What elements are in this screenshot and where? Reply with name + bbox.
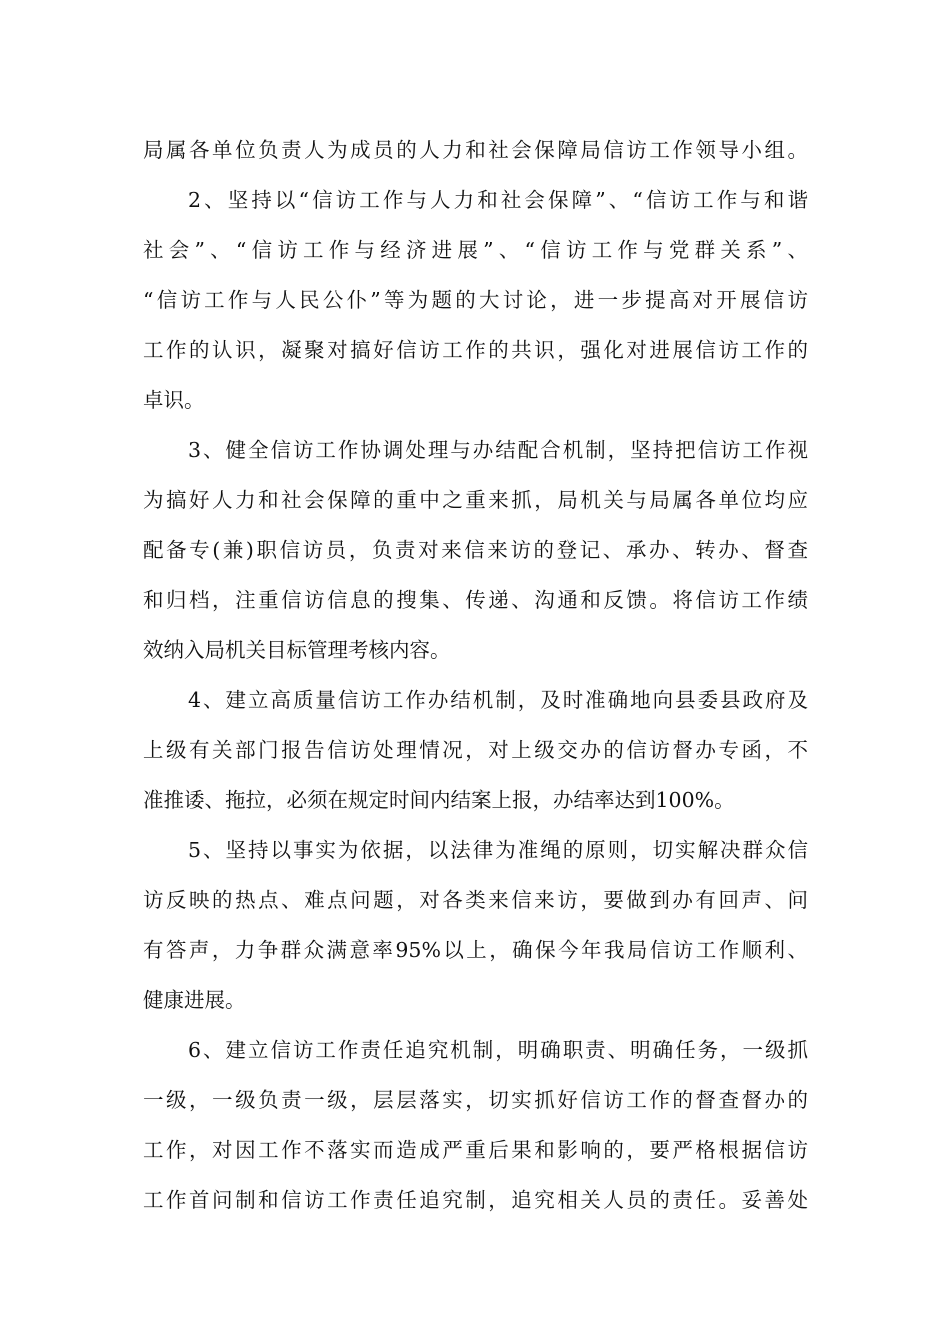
text-line: 工作首问制和信访工作责任追究制，追究相关人员的责任。妥善处 xyxy=(143,1188,808,1212)
text-line: 效纳入局机关目标管理考核内容。 xyxy=(143,638,451,662)
text-line: 准推诿、拖拉，必须在规定时间内结案上报，办结率达到100%。 xyxy=(143,788,735,812)
text-line: 社会”、“信访工作与经济进展”、“信访工作与党群关系”、 xyxy=(143,238,808,262)
text-line: 工作，对因工作不落实而造成严重后果和影响的，要严格根据信访 xyxy=(143,1138,808,1162)
text-line: 健康进展。 xyxy=(143,988,246,1012)
text-line: 访反映的热点、难点问题，对各类来信来访，要做到办有回声、问 xyxy=(143,888,808,912)
text-line: 配备专(兼)职信访员，负责对来信来访的登记、承办、转办、督查 xyxy=(143,538,808,562)
text-line: 一级，一级负责一级，层层落实，切实抓好信访工作的督查督办的 xyxy=(143,1088,808,1112)
text-line: 有答声，力争群众满意率95%以上，确保今年我局信访工作顺利、 xyxy=(143,938,808,962)
paragraph-5-first-line: 5、坚持以事实为依据，以法律为准绳的原则，切实解决群众信 xyxy=(188,838,808,862)
text-line: 卓识。 xyxy=(143,388,205,412)
paragraph-6-first-line: 6、建立信访工作责任追究机制，明确职责、明确任务，一级抓 xyxy=(188,1038,808,1062)
text-line: 工作的认识，凝聚对搞好信访工作的共识，强化对进展信访工作的 xyxy=(143,338,808,362)
text-line: 为搞好人力和社会保障的重中之重来抓，局机关与局属各单位均应 xyxy=(143,488,808,512)
paragraph-3-first-line: 3、健全信访工作协调处理与办结配合机制，坚持把信访工作视 xyxy=(188,438,808,462)
text-line: 局属各单位负责人为成员的人力和社会保障局信访工作领导小组。 xyxy=(143,138,808,162)
paragraph-4-first-line: 4、建立高质量信访工作办结机制，及时准确地向县委县政府及 xyxy=(188,688,808,712)
text-line: “信访工作与人民公仆”等为题的大讨论，进一步提高对开展信访 xyxy=(143,288,808,312)
text-line: 上级有关部门报告信访处理情况，对上级交办的信访督办专函，不 xyxy=(143,738,808,762)
paragraph-2-first-line: 2、坚持以“信访工作与人力和社会保障”、“信访工作与和谐 xyxy=(188,188,808,212)
text-line: 和归档，注重信访信息的搜集、传递、沟通和反馈。将信访工作绩 xyxy=(143,588,808,612)
